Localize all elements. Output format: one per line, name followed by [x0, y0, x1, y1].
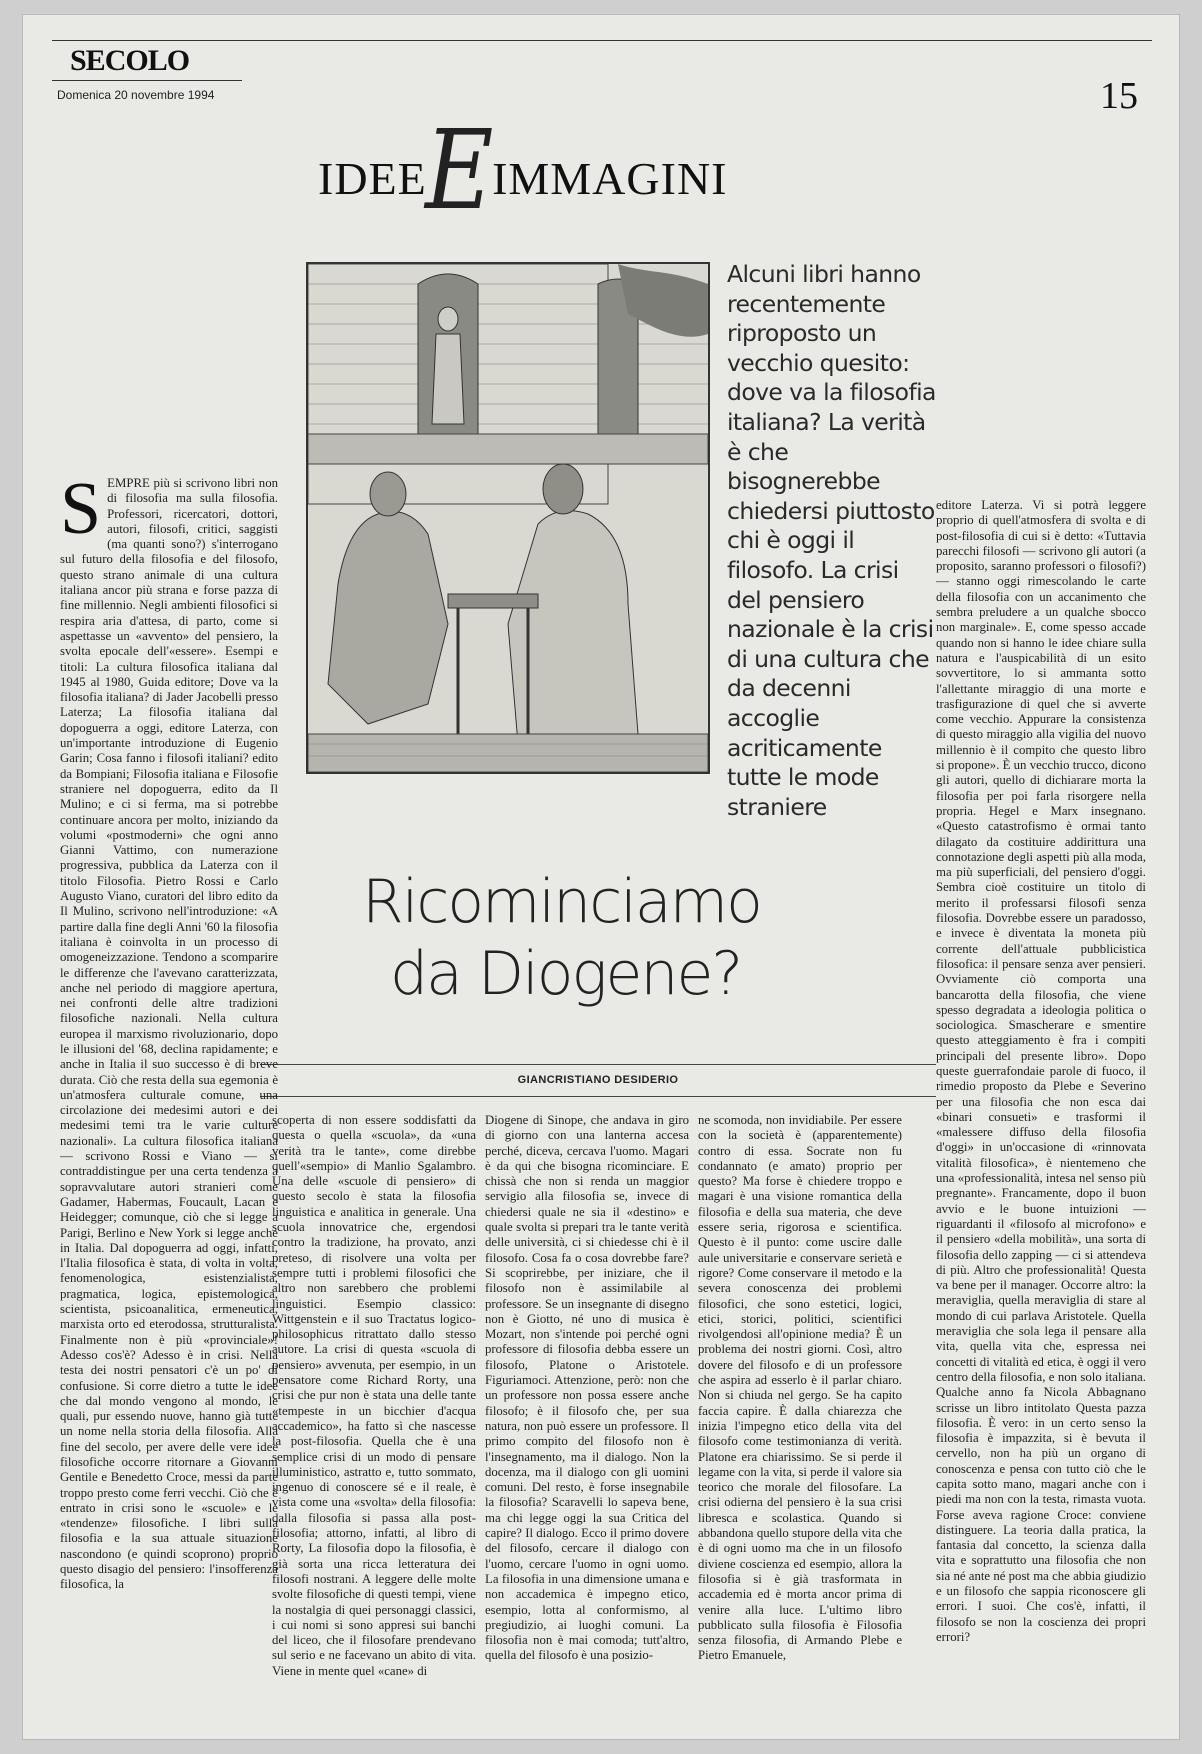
article-column-1	[60, 476, 278, 1708]
section-title-left: IDEE	[318, 153, 427, 204]
top-rule	[52, 40, 1152, 41]
diogenes-illustration	[306, 262, 710, 774]
newspaper-page	[22, 14, 1180, 1740]
column-4-text: ne scomoda, non invidiabile. Per essere con la società è (apparentemente) contro di essa. Socrate non fu condannato (e amato) proprio per questo? Ma forse è chiedere troppo e magari è una visione romantica della filosofia e della sua materia, che deve essere seria, rigorosa e scientifica. Questo è il punto: come uscire dalle aule universitarie e conservare serietà e rigore? Come conservare il metodo e la severa conoscenza dei problemi filosofici, che sono estetici, logici, etici, storici, politici, scientifici rivolgendosi all'opinione media? È un problema dei nostri giorni. Così, altro dovere del filosofo e di un professore che aspira ad esserlo è il parlar chiaro. Non si chiuda nel gergo. Se ha capito faccia capire. È dalla chiarezza che inizia l'impegno etico della vita del filosofo come testimonianza di verità. Platone era chiarissimo. Se si perde il legame con la vita, si perde il valore sia teorico che morale del filosofare. La crisi odierna del pensiero è la sua crisi libresca e scolastica. Quando si abbandona quello stupore della vita che è di ogni uomo ma che in un filosofo diviene coscienza ed esempio, allora la filosofia si è già trasformata in accademia ed è morta ancor prima di venire alla luce. L'ultimo libro pubblicato sulla filosofia è Filosofia senza filosofia, di Armando Plebe e Pietro Emanuele,	[698, 1113, 902, 1663]
issue-date: Domenica 20 novembre 1994	[57, 88, 215, 102]
section-title-ornament: E	[424, 106, 494, 234]
article-standfirst: Alcuni libri hanno recentemente riproposto un vecchio quesito: dove va la filosofia italiana? La verità è che bisognerebbe chiedersi piuttosto chi è oggi il filosofo. La crisi del pensiero nazionale è la crisi di una cultura che da decenni accoglie acriticamente tutte le mode straniere	[727, 260, 936, 821]
column-3-text: Diogene di Sinope, che andava in giro di giorno con una lanterna accesa perché, diceva, cercava l'uomo. Magari è da qui che bisogna ricominciare. E chissà che non si renda un maggior servigio alla filosofia se, invece di chiedersi quale ne sia il «destino» e quale svolta si prepari tra le tante verità delle università, ci si chiedesse chi è il filosofo. Cosa fa o cosa dovrebbe fare? Si scoprirebbe, per iniziare, che il filosofo non è assimilabile al professore. Se un insegnante di disegno non è Giotto, né uno di musica è Mozart, non s'intende poi perché ogni professore di filosofia debba essere un filosofo, Platone o Aristotele. Figuriamoci. Attenzione, però: non che un professore non possa essere anche filosofo; è il filosofo che, per sua natura, non può essere un professore. Il primo compito del filosofo non è l'insegnamento, ma il dialogo. Non la docenza, ma il dialogo con gli uomini comuni. Del resto, è forse insegnabile la filosofia? Scaravelli lo sapeva bene, ma chi legge oggi la sua Critica del capire? Il dialogo. Ecco il primo dovere del filosofo, cercare il dialogo con l'uomo, cercare l'uomo in ogni uomo. La filosofia in una dimensione umana e non accademica è impegno etico, esempio, lotta al conformismo, al pregiudizio, ai luoghi comuni. La filosofia non è mai comoda; tutt'altro, quella del filosofo è una posizio-	[485, 1113, 689, 1663]
section-title-right: IMMAGINI	[492, 153, 728, 204]
column-1-text: EMPRE più si scrivono libri non di filosofia ma sulla filosofia. Professori, ricercatori, dottori, autori, filosofi, critici, saggisti (ma quanti sono?) s'interrogano sul futuro della filosofia e del filosofo, questo strano animale di una cultura italiana ancor più strana e forse pazza di fine millennio. Negli ambienti filosofici si respira aria d'attesa, di parto, come si aspettasse un «avvento» del pensiero, la svolta epocale dell'«essere». Esempi e titoli: La cultura filosofica italiana dal 1945 al 1980, Guida editore; Dove va la filosofia italiana? di Jader Jacobelli presso Laterza; La filosofia italiana dal dopoguerra a oggi, editore Laterza, con un'importante introduzione di Eugenio Garin; Cosa fanno i filosofi italiani? edito da Bompiani; Filosofia italiana e Filosofie straniere nel dopoguerra, edito da Il Mulino; e ci si ferma, ma si potrebbe continuare ancora per molto, iniziando da volumi «postmoderni» che ogni anno Gianni Vattimo, con numerazione progressiva, pubblica da Laterza con il titolo Filosofia. Pietro Rossi e Carlo Augusto Viano, curatori del libro edito da Il Mulino, scrivono nell'introduzione: «A partire dalla fine degli Anni '60 la filosofia italiana è coinvolta in un processo di omogeneizzazione. Tendono a scomparire le differenze che l'avevano caratterizzata, anche nel periodo di maggiore apertura, nei confronti delle altre tradizioni filosofiche nazionali. Nella cultura europea il marxismo rivoluzionario, dopo le illusioni del '68, declina rapidamente; e anche in Italia il suo successo è di breve durata. Ciò che resta della sua egemonia è un'atmosfera culturale comune, una circolazione dei medesimi autori e dei medesimi temi tra le varie culture nazionali». La cultura filosofica italiana — scrivono Rossi e Viano — si contraddistingue per una certa tendenza a sopravvalutare autori stranieri come Gadamer, Habermas, Foucault, Lacan e Heidegger; comunque, ciò che si legge a Parigi, Berlino e New York si legge anche in Italia. Dal dopoguerra ad oggi, infatti, l'Italia filosofica è stata, di volta in volta, fenomenologica, esistenzialista, pragmatica, logica, epistemologica, scientista, psicoanalitica, ermeneutica, marxista orto ed eterodossa, strutturalista. Finalmente non è più «provinciale»! Adesso cos'è? Adesso è in crisi. Nella testa dei nostri pensatori c'è un po' di confusione. Si corre dietro a tutte le idee che dal mondo vengono al mondo, le quali, pur essendo nuove, hanno già tutte un nome nella storia della filosofia. Alla fine del secolo, per avere delle vere idee filosofiche occorre ritornare a Giovanni Gentile e Benedetto Croce, messi da parte troppo presto come ferri vecchi. Ciò che è entrato in crisi sono le «scuole» e le «tendenze» filosofiche. I libri sulla filosofia e la sua attuale situazione nascondono (e quindi scoprono) proprio questo disagio del pensiero: l'insofferenza filosofica, la	[60, 476, 278, 1592]
newspaper-logo: SECOLO	[70, 44, 190, 77]
engraving-image	[308, 264, 708, 772]
logo-rule	[52, 80, 242, 81]
headline-line-1: Ricominciamo	[362, 867, 761, 937]
section-title	[318, 92, 728, 234]
column-2-text: scoperta di non essere soddisfatti da questa o quella «scuola», da «una verità tra le tante», come direbbe quell'«sempio» di Manlio Sgalambro. Una delle «scuole di pensiero» di questo secolo è stata la filosofia linguistica e analitica in generale. Una scuola innovatrice che, ergendosi contro la tradizione, ha provato, anzi preteso, di risolvere una volta per sempre tutti i problemi filosofici che altro non sarebbero che problemi linguistici. Esempio classico: Wittgenstein e il suo Tractatus logico-philosophicus ritrattato dallo stesso autore. La crisi di questa «scuola di pensiero» avvenuta, per esempio, in un pensatore come Richard Rorty, una crisi che pur non è stata una delle tante «tempeste in un bicchier d'acqua accademico», ha fatto sì che nascesse la post-filosofia. Quella che è una semplice crisi di un modo di pensare illuministico, astratto e, tutto sommato, ingenuo di conoscere sé e il reale, è vista come una «svolta» della filosofia: dalla filosofia si passa alla post-filosofia; attorno, infatti, al libro di Rorty, La filosofia dopo la filosofia, è già sorta una ricca letteratura dei filosofi nostrani. A leggere delle molte svolte filosofiche di questi tempi, viene la nostalgia di quei personaggi classici, i cui nomi si sono appresi sui banchi del liceo, che il filosofare prendevano sul serio e ne facevano un abito di vita. Viene in mente quel «cane» di	[272, 1113, 476, 1678]
article-byline: GIANCRISTIANO DESIDERIO	[517, 1074, 679, 1086]
article-headline	[362, 866, 882, 1010]
drop-cap: S	[60, 476, 102, 550]
article-column-2	[272, 1113, 476, 1709]
page-number: 15	[1100, 75, 1138, 117]
byline-rule-top	[260, 1064, 936, 1065]
headline-line-2: da Diogene?	[390, 939, 742, 1009]
byline-rule-bottom	[260, 1096, 936, 1097]
article-column-5	[936, 498, 1146, 1710]
article-column-4	[698, 1113, 902, 1709]
article-column-3	[485, 1113, 689, 1709]
column-5-text: editore Laterza. Vi si potrà leggere proprio di quell'atmosfera di svolta e di post-filosofia di cui si è detto: «Tuttavia parecchi filosofi — scrivono gli autori (a proposito, saranno professori o filosofi?) — stanno oggi rimescolando le carte della filosofia con un accanimento che sembra preludere a un qualche sbocco non marginale». E, come spesso accade quando non si hanno le idee chiare sulla natura e l'auspicabilità di un esito sovvertitore, lo si ammanta sotto l'allettante miraggio di una morte e trasfigurazione di quel che si avverte come vecchio. Appurare la consistenza di questo miraggio alla vigilia del nuovo millennio è il compito che questo libro si propone». È un vecchio trucco, dicono gli autori, quello di dichiarare morta la filosofia per poi farla risorgere nella propria. Hegel e Marx insegnano. «Questo catastrofismo è ormai tanto dilagato da costituire addirittura una connotazione degli aspetti più alla moda, ma più superficiali, del pensiero d'oggi. Sembra cioè costituire un titolo di merito il professarsi filosofi senza filosofia. Dovrebbe essere un paradosso, e invece è diventata la moneta più corrente dell'attuale pubblicistica filosofica: il pensare senza aver pensieri. Ovviamente ciò comporta una bancarotta della filosofia, che viene spesso degradata a ideologia politica o sociologica. Smascherare e smentire questo atteggiamento è fra i compiti principali del presente libro». Dopo queste guerrafondaie parole di fuoco, il rimedio proposto da Plebe e Severino per una filosofia che non esca dai «binari consueti» e trasformi il «malessere diffuso della filosofia d'oggi» in un'occasione di «rinnovata vitalità filosofica», è nientemeno che una «professionalità, intesa nel senso più pregnante». Francamente, dopo il buon avvio e le buone intuizioni — riguardanti il «filosofo al microfono» e il pensiero «della mobilità», una sorta di filosofia dello zapping — ci si attendeva di più. Altro che professionalità! Questa va bene per il manager. Occorre altro: la meraviglia, quella meraviglia di stare al mondo di cui parlava Aristotele. Quella meraviglia che sola lega il pensare alla vita, quella vita che, espressa nei concetti di vitalità ed etica, è oggi il vero centro della filosofia, e non solo italiana. Qualche anno fa Nicola Abbagnano scrisse un libro intitolato Questa pazza filosofia. È vero: in un certo senso la filosofia è impazzita, si è bevuta il cervello, non ha più un organo di conoscenza e pensa con tutto ciò che le capita sotto mano, magari anche con i piedi ma non con la testa, rimasta vuota. Forse aveva ragione Croce: conviene distinguere. La teoria dalla pratica, la fantasia dal concetto, la scienza dalla vita e soprattutto una filosofia che non sia né ante né post ma che abbia giudizio e un filosofo che sappia riconoscere gli errori. I suoi. Che cos'è, infatti, il filosofo se non la coscienza dei propri errori?	[936, 498, 1146, 1644]
